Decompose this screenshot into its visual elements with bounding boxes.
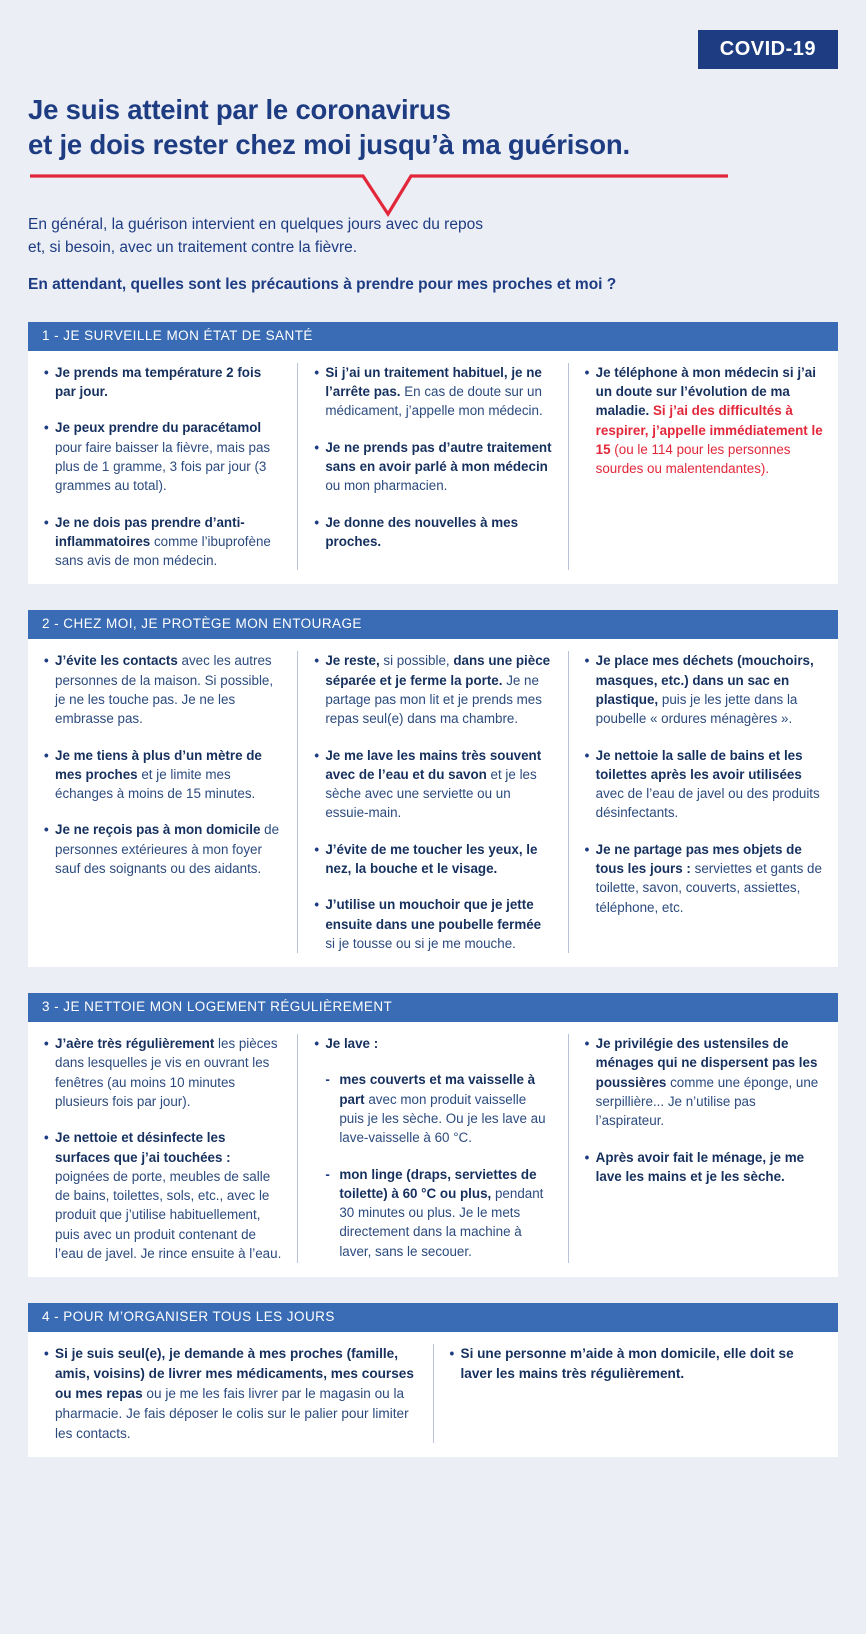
section-3-column-3 — [568, 1034, 838, 1263]
section-2-column-1 — [28, 651, 297, 953]
text-run: Je me tiens à plus d’un mètre de mes proches — [55, 747, 262, 782]
text-run: Je donne des nouvelles à mes proches. — [325, 514, 519, 549]
page-title-line-1: Je suis atteint par le coronavirus — [28, 94, 451, 125]
text-run: comme une éponge, une serpillière... Je n’utilise pas l’aspirateur. — [595, 1074, 819, 1129]
text-run: pendant 30 minutes ou plus. Je le mets directement dans la machine à laver, sans le secouer. — [339, 1185, 544, 1259]
text-run: et je limite mes échanges à moins de 15 minutes. — [55, 766, 256, 802]
text-run: et je les sèche avec une serviette ou un essuie-main. — [325, 766, 537, 821]
text-run: Je privilégie des ustensiles de ménages qui ne dispersent pas les poussières — [595, 1036, 818, 1090]
section-4-heading: 4 - POUR M’ORGANISER TOUS LES JOURS — [28, 1303, 838, 1332]
text-run: (ou le 114 pour les personnes sourdes ou malentendantes). — [595, 441, 791, 477]
text-run: puis je les jette dans la poubelle « ordures ménagères ». — [595, 691, 798, 727]
text-run: Je ne partage pas mes objets de tous les jours : — [595, 841, 802, 876]
section-1-heading: 1 - JE SURVEILLE MON ÉTAT DE SANTÉ — [28, 322, 838, 351]
section-1 — [28, 322, 838, 585]
text-run: Je me lave les mains très souvent avec de l’eau et du savon — [325, 747, 542, 782]
list-item — [44, 651, 283, 728]
text-run: avec mon produit vaisselle puis je les sèche. Ou je les lave au lave-vaisselle à 60 °C. — [339, 1091, 546, 1146]
section-2-column-2 — [297, 651, 567, 953]
text-run: Je peux prendre du paracétamol — [55, 420, 262, 436]
text-run: Si j’ai un traitement habituel, je ne l’arrête pas. — [325, 364, 542, 400]
section-4 — [28, 1303, 838, 1457]
text-run: En cas de doute sur un médicament, j’appelle mon médecin. — [325, 384, 543, 419]
sub-list-item — [325, 1070, 553, 1147]
section-1-body — [28, 351, 838, 585]
intro-line-1: En général, la guérison intervient en quelques jours avec du repos — [28, 216, 483, 234]
list-item — [314, 840, 553, 879]
text-run: Je lave : — [325, 1036, 379, 1052]
text-run: Je nettoie et désinfecte les surfaces que j’ai touchées : — [55, 1130, 231, 1165]
list-item — [314, 895, 553, 953]
text-run: si possible, — [379, 653, 454, 669]
section-2-body — [28, 639, 838, 967]
text-run: avec les autres personnes de la maison. Si possible, je ne les touche pas. Je ne les embrasse pas. — [55, 653, 274, 727]
text-run: Je place mes déchets (mouchoirs, masques, etc.) dans un sac en plastique, — [595, 653, 814, 707]
list-item — [585, 746, 824, 823]
text-run: ou je me les fais livrer par le magasin ou la pharmacie. Je fais déposer le colis sur le palier pour limiter les contacts. — [55, 1385, 409, 1441]
text-run: de personnes extérieures à mon foyer sauf des soignants ou des aidants. — [55, 822, 280, 876]
red-pointer-rule — [28, 172, 838, 218]
section-2-column-3 — [568, 651, 838, 953]
text-run: dans une pièce séparée et je ferme la porte. — [325, 653, 551, 688]
text-run: J’utilise un mouchoir que je jette ensuite dans une poubelle fermée — [325, 897, 542, 932]
section-3-body — [28, 1022, 838, 1277]
text-run: comme l’ibuprofène sans avis de mon médecin. — [55, 533, 271, 569]
list-item — [44, 513, 283, 571]
list-item — [585, 1034, 824, 1130]
list-item — [450, 1344, 825, 1384]
section-4-body — [28, 1332, 838, 1457]
covid-19-badge: COVID-19 — [698, 30, 838, 69]
text-run: J’évite les contacts — [55, 653, 178, 669]
text-run: les pièces dans lesquelles je vis en ouvrant les fenêtres (au moins 10 minutes plusieurs fois par jour). — [55, 1036, 278, 1109]
text-run: J’aère très régulièrement — [55, 1036, 215, 1052]
text-run: serviettes et gants de toilette, savon, couverts, assiettes, téléphone, etc. — [595, 861, 822, 915]
list-item — [44, 363, 283, 402]
intro-question: En attendant, quelles sont les précautions à prendre pour mes proches et moi ? — [28, 276, 617, 294]
text-run: Si une personne m’aide à mon domicile, elle doit se laver les mains très régulièrement. — [460, 1346, 794, 1382]
list-item — [314, 651, 553, 728]
text-run: J’évite de me toucher les yeux, le nez, la bouche et le visage. — [325, 841, 538, 876]
list-item — [585, 1148, 824, 1187]
text-run: mes couverts et ma vaisselle à part — [339, 1072, 536, 1107]
section-3-column-1 — [28, 1034, 297, 1263]
section-4-column-1 — [28, 1344, 433, 1443]
section-4-column-2 — [433, 1344, 839, 1443]
list-item — [44, 820, 283, 878]
section-1-column-1 — [28, 363, 297, 571]
list-item — [314, 1034, 553, 1053]
list-item — [585, 840, 824, 917]
page-title — [28, 93, 838, 162]
text-run: poignées de porte, meubles de salle de bains, toilettes, sols, etc., avec le produit que j’utilise habituellement, puis avec un produit contenant de l’eau de javel. Je rince ensuite à l’eau. — [55, 1168, 282, 1262]
text-run: Je téléphone à mon médecin si j’ai un doute sur l’évolution de ma maladie. — [595, 364, 816, 419]
section-2 — [28, 610, 838, 967]
list-item — [314, 746, 553, 823]
section-2-heading: 2 - CHEZ MOI, JE PROTÈGE MON ENTOURAGE — [28, 610, 838, 639]
section-1-column-3 — [568, 363, 838, 571]
intro-paragraph — [28, 214, 838, 259]
page-title-line-2: et je dois rester chez moi jusqu’à ma guérison. — [28, 128, 630, 160]
sections-container — [28, 322, 838, 1458]
text-run: avec de l’eau de javel ou des produits désinfectants. — [595, 786, 820, 821]
text-run: ou mon pharmacien. — [325, 478, 448, 494]
section-3-heading: 3 - JE NETTOIE MON LOGEMENT RÉGULIÈREMENT — [28, 993, 838, 1022]
list-item — [314, 438, 553, 496]
text-run: Je ne prends pas d’autre traitement sans en avoir parlé à mon médecin — [325, 439, 552, 474]
text-run: Je nettoie la salle de bains et les toilettes après les avoir utilisées — [595, 747, 803, 782]
text-run: Je ne reçois pas à mon domicile — [55, 822, 261, 838]
text-run: Si je suis seul(e), je demande à mes proches (famille, amis, voisins) de livrer mes médicaments, mes courses ou mes repas — [55, 1346, 414, 1401]
text-run: Je ne dois pas prendre d’anti-inflammatoires — [55, 514, 245, 549]
text-run: Je ne partage pas mon lit et je prends mes repas seul(e) dans ma chambre. — [325, 672, 542, 727]
text-run: si je tousse ou si je me mouche. — [325, 935, 516, 951]
text-run: Si j’ai des difficultés à respirer, j’appelle immédiatement le 15 — [595, 403, 823, 457]
list-item — [314, 363, 553, 421]
text-run: Je prends ma température 2 fois par jour. — [55, 364, 262, 400]
text-run: Je reste, — [325, 653, 380, 669]
text-run: Après avoir fait le ménage, je me lave les mains et je les sèche. — [595, 1149, 805, 1184]
list-item — [585, 651, 824, 728]
intro-line-2: et, si besoin, avec un traitement contre la fièvre. — [28, 238, 358, 256]
list-item — [44, 746, 283, 804]
text-run: mon linge (draps, serviettes de toilette) à 60 °C ou plus, — [339, 1166, 537, 1201]
section-3-column-2 — [297, 1034, 567, 1263]
list-item — [44, 418, 283, 495]
section-1-column-2 — [297, 363, 567, 571]
list-item — [44, 1128, 283, 1263]
list-item — [44, 1034, 283, 1111]
sub-list-item — [325, 1165, 553, 1261]
section-3 — [28, 993, 838, 1277]
text-run: pour faire baisser la fièvre, mais pas plus de 1 gramme, 3 fois par jour (3 grammes au total). — [55, 439, 271, 494]
list-item — [585, 363, 824, 479]
list-item — [44, 1344, 419, 1443]
red-rule-svg — [28, 172, 838, 218]
badge-row — [28, 0, 838, 69]
list-item — [314, 513, 553, 552]
